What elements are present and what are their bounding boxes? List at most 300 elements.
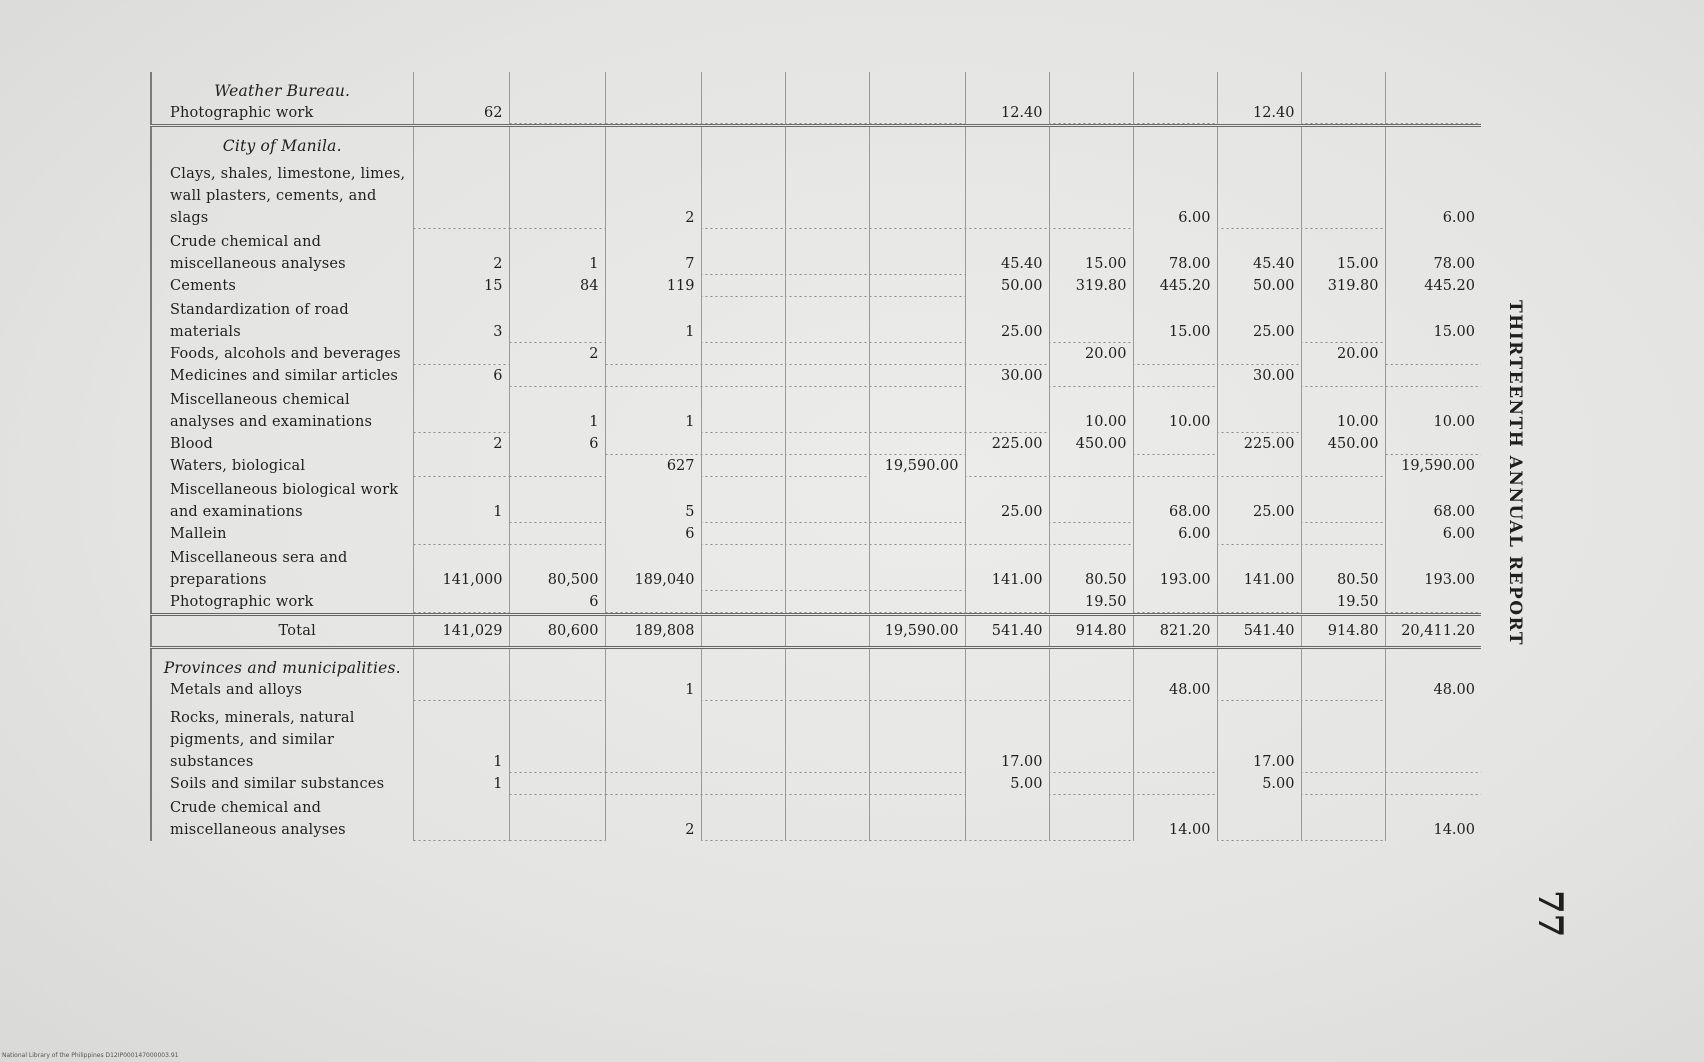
table-row [151,477,1481,523]
table-cell [1133,591,1217,615]
table-cell [605,648,701,680]
table-cell [701,229,785,275]
table-cell [413,648,509,680]
table-cell: 119 [605,275,701,297]
table-cell [701,545,785,591]
table-row [151,591,1481,615]
table-cell: 1 [509,229,605,275]
row-description: Standardization of road materials [151,297,413,343]
table-cell [701,773,785,795]
table-cell: 20.00 [1301,343,1385,365]
table-cell [605,365,701,387]
table-cell: 10.00 [1385,387,1481,433]
table-cell [1133,701,1217,773]
table-cell: 225.00 [965,433,1049,455]
table-cell [785,701,869,773]
table-cell: 14.00 [1385,795,1481,841]
section-heading: City of Manila. [151,126,413,158]
table-cell [1301,126,1385,158]
table-cell: 1 [413,701,509,773]
table-cell: 15.00 [1301,229,1385,275]
row-description: Cements [151,275,413,297]
table-cell: 78.00 [1133,229,1217,275]
table-cell [965,126,1049,158]
row-description: Miscellaneous sera and preparations [151,545,413,591]
table-cell [1133,455,1217,477]
table-cell [869,297,965,343]
table-cell: 450.00 [1049,433,1133,455]
table-cell [785,297,869,343]
table-cell [1133,365,1217,387]
table-row [151,795,1481,841]
table-cell [965,795,1049,841]
row-description: Blood [151,433,413,455]
table-cell: 19,590.00 [1385,455,1481,477]
archive-footer-note: National Library of the Philippines D12IP000147000003.91 [2,1052,179,1059]
table-row [151,365,1481,387]
running-head-title: THIRTEENTH ANNUAL REPORT [1505,300,1525,647]
table-cell: 25.00 [965,297,1049,343]
table-cell [1301,102,1385,126]
table-cell: 141,029 [413,615,509,648]
table-cell: 6 [509,433,605,455]
table-cell: 541.40 [1217,615,1301,648]
table-cell [701,387,785,433]
row-description: Metals and alloys [151,679,413,701]
table-cell [509,523,605,545]
table-cell [965,679,1049,701]
table-cell: 445.20 [1385,275,1481,297]
table-cell [605,72,701,102]
table-cell [701,72,785,102]
table-cell [1049,126,1133,158]
table-cell: 189,040 [605,545,701,591]
row-description: Clays, shales, limestone, limes, wall plasters, cements, and slags [151,157,413,229]
table-cell: 5 [605,477,701,523]
table-cell: 1 [605,387,701,433]
table-cell [701,455,785,477]
table-cell: 627 [605,455,701,477]
table-cell [1385,126,1481,158]
table-cell [413,679,509,701]
table-cell: 450.00 [1301,433,1385,455]
table-cell: 2 [413,433,509,455]
table-cell [869,275,965,297]
table-cell [1217,523,1301,545]
table-cell [965,72,1049,102]
table-cell: 6.00 [1133,157,1217,229]
table-cell [701,343,785,365]
table-cell [1049,795,1133,841]
table-cell [1301,648,1385,680]
table-cell: 6.00 [1385,523,1481,545]
table-cell: 319.80 [1301,275,1385,297]
table-cell [869,701,965,773]
table-cell: 19,590.00 [869,615,965,648]
table-cell [965,591,1049,615]
table-cell: 821.20 [1133,615,1217,648]
table-cell [869,545,965,591]
table-row [151,102,1481,126]
table-cell [701,102,785,126]
table-cell [509,477,605,523]
table-row [151,157,1481,229]
table-row [151,701,1481,773]
table-cell [701,275,785,297]
table-cell: 2 [605,157,701,229]
row-description: Crude chemical and miscellaneous analyses [151,229,413,275]
table-cell [785,615,869,648]
table-cell: 193.00 [1133,545,1217,591]
table-cell [1049,297,1133,343]
table-cell [701,523,785,545]
table-cell [1301,365,1385,387]
table-cell: 80,500 [509,545,605,591]
table-cell [1217,455,1301,477]
row-description: Crude chemical and miscellaneous analyses [151,795,413,841]
table-cell: 84 [509,275,605,297]
table-cell [509,679,605,701]
table-cell: 20,411.20 [1385,615,1481,648]
table-cell: 914.80 [1301,615,1385,648]
table-cell [869,102,965,126]
table-cell [1049,102,1133,126]
table-cell: 20.00 [1049,343,1133,365]
table-cell [1301,72,1385,102]
table-cell [413,795,509,841]
table-cell [869,523,965,545]
table-cell [1217,591,1301,615]
table-cell [701,701,785,773]
row-description: Miscellaneous chemical analyses and examinations [151,387,413,433]
table-cell [869,477,965,523]
table-cell: 2 [413,229,509,275]
table-cell: 141.00 [965,545,1049,591]
table-cell: 1 [605,679,701,701]
table-cell [785,648,869,680]
table-cell: 541.40 [965,615,1049,648]
table-cell [605,773,701,795]
table-cell [785,477,869,523]
table-cell [785,433,869,455]
table-cell: 319.80 [1049,275,1133,297]
table-cell: 6 [605,523,701,545]
table-cell [509,157,605,229]
table-cell [785,275,869,297]
table-cell: 14.00 [1133,795,1217,841]
table-cell [605,433,701,455]
section-heading: Weather Bureau. [151,72,413,102]
table-cell [785,72,869,102]
row-description: Miscellaneous biological work and examinations [151,477,413,523]
table-cell [785,229,869,275]
table-cell [509,455,605,477]
table-cell [1301,455,1385,477]
table-cell: 45.40 [1217,229,1301,275]
table-cell [785,545,869,591]
table-cell [785,387,869,433]
table-cell: 30.00 [965,365,1049,387]
table-cell [1301,157,1385,229]
table-cell [1049,773,1133,795]
table-cell: 914.80 [1049,615,1133,648]
table-cell [785,102,869,126]
table-cell [509,773,605,795]
table-cell [1385,365,1481,387]
table-cell [1301,773,1385,795]
table-cell [1301,795,1385,841]
table-cell [1385,773,1481,795]
table-cell [1301,679,1385,701]
table-cell [785,773,869,795]
table-cell [965,648,1049,680]
row-description: Foods, alcohols and beverages [151,343,413,365]
table-cell [605,343,701,365]
table-cell [1049,365,1133,387]
table-cell [869,343,965,365]
table-cell [701,365,785,387]
table-cell [785,455,869,477]
table-cell: 6.00 [1133,523,1217,545]
table-cell [785,523,869,545]
table-cell [869,229,965,275]
table-cell [869,795,965,841]
table-cell [869,433,965,455]
table-cell [1301,523,1385,545]
table-row [151,229,1481,275]
table-cell [1385,648,1481,680]
table-cell [1217,387,1301,433]
table-cell: 10.00 [1301,387,1385,433]
table-cell: 189,808 [605,615,701,648]
table-row [151,773,1481,795]
table-cell [1217,72,1301,102]
table-cell [1049,72,1133,102]
table-cell: 50.00 [1217,275,1301,297]
table-cell [1049,477,1133,523]
table-cell [965,455,1049,477]
table-cell [1385,433,1481,455]
table-cell [605,102,701,126]
table-cell [509,102,605,126]
table-cell: 19,590.00 [869,455,965,477]
table-cell [869,72,965,102]
table-cell [1133,72,1217,102]
table-row [151,433,1481,455]
table-cell: 62 [413,102,509,126]
row-description: Total [151,615,413,648]
table-cell [413,523,509,545]
table-cell: 17.00 [1217,701,1301,773]
table-cell: 1 [605,297,701,343]
table-cell [785,343,869,365]
table-cell [1049,455,1133,477]
table-cell: 10.00 [1133,387,1217,433]
table-cell [869,365,965,387]
table-cell: 80.50 [1049,545,1133,591]
table-cell [785,126,869,158]
table-row [151,343,1481,365]
table-cell: 25.00 [1217,477,1301,523]
table-cell: 12.40 [1217,102,1301,126]
table-cell [1385,701,1481,773]
table-cell [509,365,605,387]
table-cell: 50.00 [965,275,1049,297]
section-heading-row [151,126,1481,158]
table-cell [1049,701,1133,773]
table-cell [965,387,1049,433]
table-cell: 48.00 [1385,679,1481,701]
table-cell: 1 [509,387,605,433]
table-cell [869,648,965,680]
table-cell [785,591,869,615]
table-cell: 10.00 [1049,387,1133,433]
row-description: Photographic work [151,591,413,615]
table-cell: 68.00 [1133,477,1217,523]
table-cell: 5.00 [1217,773,1301,795]
table-cell: 141.00 [1217,545,1301,591]
table-cell [785,795,869,841]
table-cell [1385,591,1481,615]
table-cell [1217,648,1301,680]
table-cell [965,523,1049,545]
table-cell: 6 [413,365,509,387]
table-cell: 6 [509,591,605,615]
table-cell [701,679,785,701]
table-cell [869,157,965,229]
table-cell [1217,343,1301,365]
table-cell [605,126,701,158]
table-cell [869,679,965,701]
table-cell: 445.20 [1133,275,1217,297]
table-cell: 19.50 [1301,591,1385,615]
table-cell [1385,343,1481,365]
table-cell [701,795,785,841]
table-cell [701,433,785,455]
table-cell [1049,648,1133,680]
table-cell: 6.00 [1385,157,1481,229]
table-cell [785,157,869,229]
table-cell [701,615,785,648]
table-cell [1133,648,1217,680]
table-cell [509,701,605,773]
table-cell [869,591,965,615]
table-cell [1217,157,1301,229]
row-description: Photographic work [151,102,413,126]
table-cell: 17.00 [965,701,1049,773]
ledger-body [151,72,1481,841]
table-cell [413,72,509,102]
table-cell: 15 [413,275,509,297]
table-cell: 19.50 [1049,591,1133,615]
table-cell [869,387,965,433]
table-cell [1385,72,1481,102]
table-row [151,523,1481,545]
table-cell: 68.00 [1385,477,1481,523]
table-cell: 45.40 [965,229,1049,275]
section-heading: Provinces and municipalities. [151,648,413,680]
table-row [151,679,1481,701]
table-cell: 25.00 [1217,297,1301,343]
table-cell: 1 [413,477,509,523]
table-cell [1049,679,1133,701]
total-row [151,615,1481,648]
table-cell [1385,102,1481,126]
table-cell [785,679,869,701]
table-cell [1133,773,1217,795]
table-cell [509,648,605,680]
table-cell [1217,126,1301,158]
table-cell [1301,701,1385,773]
table-cell [869,773,965,795]
table-cell [509,795,605,841]
table-cell [701,157,785,229]
table-cell [413,126,509,158]
table-cell: 30.00 [1217,365,1301,387]
table-cell [1217,679,1301,701]
table-row [151,545,1481,591]
table-cell: 15.00 [1385,297,1481,343]
table-cell: 2 [509,343,605,365]
table-row [151,275,1481,297]
table-cell [413,387,509,433]
row-description: Medicines and similar articles [151,365,413,387]
table-cell [605,701,701,773]
table-cell [1049,523,1133,545]
table-cell [413,591,509,615]
table-cell: 1 [413,773,509,795]
table-cell: 7 [605,229,701,275]
row-description: Waters, biological [151,455,413,477]
table-cell [509,72,605,102]
table-cell: 5.00 [965,773,1049,795]
table-cell [1133,102,1217,126]
table-cell [785,365,869,387]
table-cell: 25.00 [965,477,1049,523]
table-cell [605,591,701,615]
table-cell [701,591,785,615]
table-cell [1133,126,1217,158]
table-row [151,297,1481,343]
section-heading-row [151,72,1481,102]
table-cell: 2 [605,795,701,841]
table-cell [965,157,1049,229]
table-row [151,387,1481,433]
table-cell [413,455,509,477]
table-cell [413,343,509,365]
table-cell [701,297,785,343]
table-cell [1133,433,1217,455]
table-cell: 141,000 [413,545,509,591]
table-cell [413,157,509,229]
table-cell [1049,157,1133,229]
table-cell: 15.00 [1049,229,1133,275]
table-cell [509,126,605,158]
row-description: Mallein [151,523,413,545]
table-cell [701,648,785,680]
table-cell [965,343,1049,365]
table-row [151,455,1481,477]
table-cell [701,126,785,158]
table-cell [1133,343,1217,365]
table-cell: 193.00 [1385,545,1481,591]
table-cell: 78.00 [1385,229,1481,275]
row-description: Rocks, minerals, natural pigments, and similar substances [151,701,413,773]
table-cell: 48.00 [1133,679,1217,701]
analyses-ledger-table [150,72,1481,841]
table-cell: 225.00 [1217,433,1301,455]
table-cell: 12.40 [965,102,1049,126]
